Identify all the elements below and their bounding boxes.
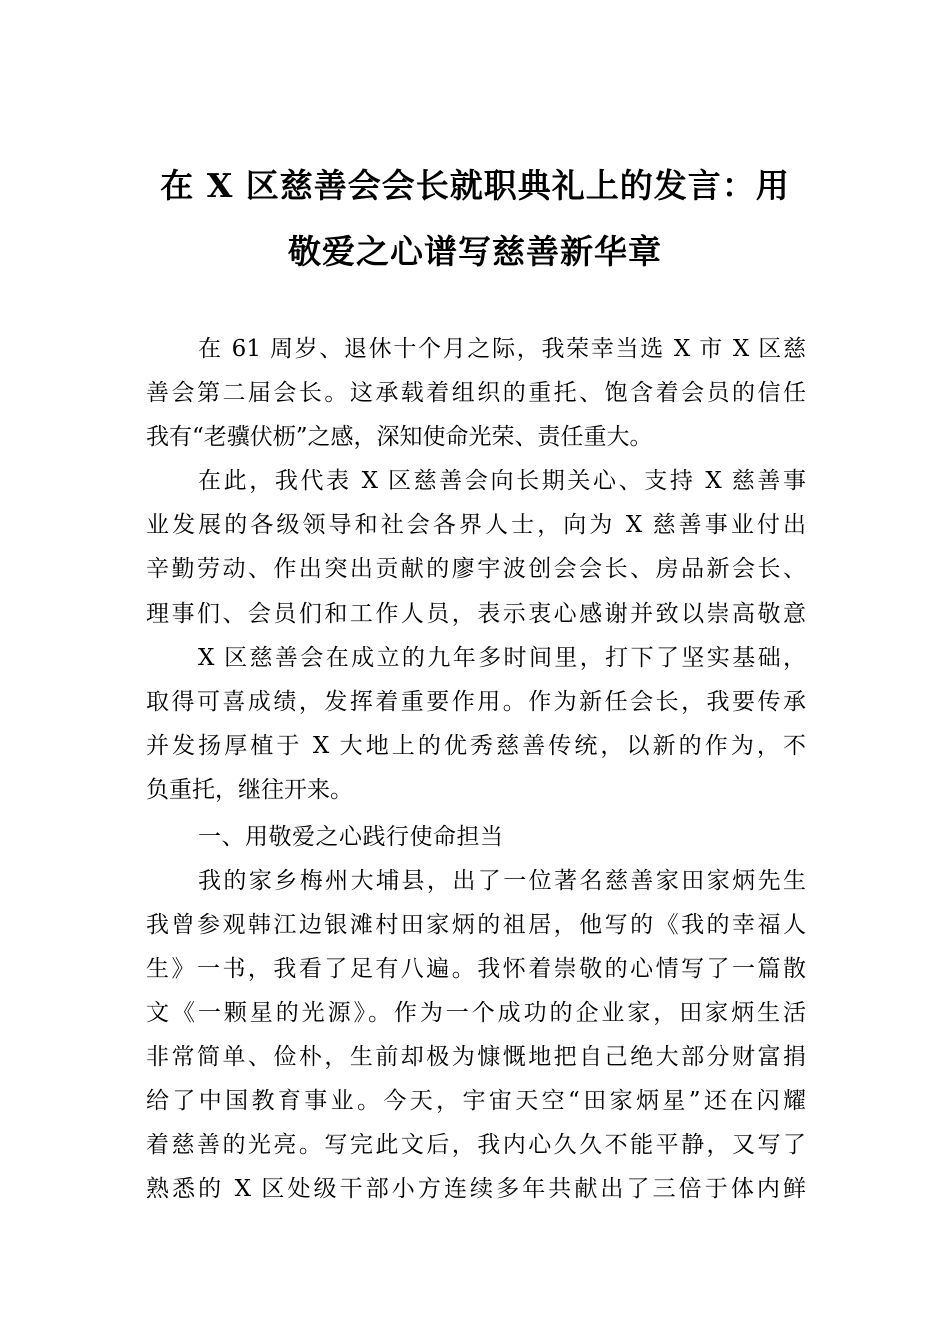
section-paragraph-line-3: 生》一书，我看了足有八遍。我怀着崇敬的心情写了一篇散 xyxy=(146,956,806,982)
paragraph-1-line-3: 我有“老骥伏枥”之感，深知使命光荣、责任重大。 xyxy=(146,424,653,450)
paragraph-3-line-2: 取得可喜成绩，发挥着重要作用。作为新任会长，我要传承 xyxy=(146,689,806,715)
section-paragraph-line-8: 熟悉的 X 区处级干部小方连续多年共献出了三倍于体内鲜 xyxy=(146,1176,806,1202)
paragraph-1-line-2: 善会第二届会长。这承载着组织的重托、饱含着会员的信任 xyxy=(146,380,806,406)
section-paragraph-line-1: 我的家乡梅州大埔县，出了一位著名慈善家田家炳先生 xyxy=(198,868,806,894)
paragraph-3-line-3: 并发扬厚植于 X 大地上的优秀慈善传统，以新的作为，不 xyxy=(146,733,806,759)
paragraph-2-line-2: 业发展的各级领导和社会各界人士，向为 X 慈善事业付出 xyxy=(146,512,806,538)
document-title-line-2: 敬爱之心谱写慈善新华章 xyxy=(288,232,662,271)
paragraph-3-line-4: 负重托，继往开来。 xyxy=(146,777,353,803)
paragraph-2-line-3: 辛勤劳动、作出突出贡献的廖宇波创会会长、房品新会长、 xyxy=(146,556,806,582)
section-paragraph-line-4: 文《一颗星的光源》。作为一个成功的企业家，田家炳生活 xyxy=(146,1000,806,1026)
paragraph-3-line-1: X 区慈善会在成立的九年多时间里，打下了坚实基础， xyxy=(198,645,806,671)
section-paragraph-line-7: 着慈善的光亮。写完此文后，我内心久久不能平静，又写了 xyxy=(146,1132,806,1158)
section-heading: 一、用敬爱之心践行使命担当 xyxy=(198,824,504,850)
section-paragraph-line-6: 给了中国教育事业。今天，宇宙天空“田家炳星”还在闪耀 xyxy=(146,1088,806,1114)
paragraph-1-line-1: 在 61 周岁、退休十个月之际，我荣幸当选 X 市 X 区慈 xyxy=(198,336,806,362)
document-title-line-1: 在 X 区慈善会会长就职典礼上的发言：用 xyxy=(160,166,790,205)
section-paragraph-line-5: 非常简单、俭朴，生前却极为慷慨地把自己绝大部分财富捐 xyxy=(146,1044,806,1070)
paragraph-2-line-1: 在此，我代表 X 区慈善会向长期关心、支持 X 慈善事 xyxy=(198,468,806,494)
section-paragraph-line-2: 我曾参观韩江边银滩村田家炳的祖居，他写的《我的幸福人 xyxy=(146,912,806,938)
paragraph-2-line-4: 理事们、会员们和工作人员，表示衷心感谢并致以崇高敬意 xyxy=(146,601,806,627)
